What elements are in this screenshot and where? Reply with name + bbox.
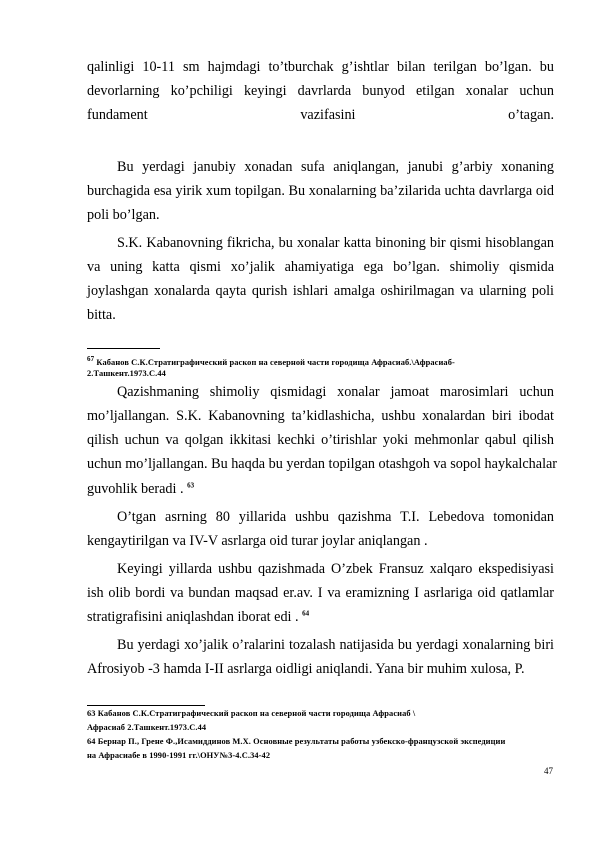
footnote-divider — [87, 705, 205, 706]
text-line: S.K. Kabanovning fikricha, bu xonalar katta binoning bir qismi hisoblangan — [117, 235, 554, 251]
text-line: guvohlik beradi . $^{63}$ — [87, 481, 195, 497]
text-line: qilish uchun va qolgan ikkitasi kechki o’tirishlar yoki mehmonlar qabul qilish — [87, 432, 554, 448]
footnote-divider — [87, 348, 160, 349]
footnote-ref: 64 — [302, 609, 310, 618]
text-line: Keyingi yillarda ushbu qazishmada O’zbek Fransuz xalqaro ekspedisiyasi — [117, 561, 554, 577]
text-line: uchun mo’ljallangan. Bu haqda bu yerdan topilgan otashgoh va sopol haykalchalar — [87, 456, 558, 472]
text-line: Bu yerdagi janubiy xonadan sufa aniqlangan, janubi g’arbiy xonaning — [117, 159, 554, 175]
text-line: joylashgan xonalarda qayta qurish ishlari amalga oshirilmagan va ularning poli — [87, 283, 554, 299]
footnote: $^{67}$ Кабанов С.К.Стратиграфический раскоп на северной части городища Афрасиаб.\Афрасиаб- — [87, 355, 455, 367]
text-line: poli bo’lgan. — [87, 207, 160, 223]
text-line — [87, 131, 554, 149]
text-line: O’tgan asrning 80 yillarida ushbu qazishma T.I. Lebedova tomonidan — [117, 509, 554, 525]
footnote: 63 Кабанов С.К.Стратиграфический раскоп на северной части городища Афрасиаб \ — [87, 709, 416, 718]
footnote: 64 Бернар П., Грене Ф.,Исамиддинов М.Х. Основные результаты работы узбекско-французской экспедиции — [87, 737, 506, 746]
text-line: stratigrafisini aniqlashdan iborat edi . $^{64}$ — [87, 609, 310, 625]
text-line: fundament vazifasini o’tagan. — [87, 107, 554, 123]
footnote: на Афрасиабе в 1990-1991 гг.\ОНУ№3-4.С.34-42 — [87, 751, 271, 760]
text-line: Bu yerdagi xo’jalik o’ralarini tozalash natijasida bu yerdagi xonalarning biri — [117, 637, 554, 653]
text-line: mo’ljallangan. S.K. Kabanovning ta’kidlashicha, ushbu xonalardan biri ibodat — [87, 408, 554, 424]
text-line: Qazishmaning shimoliy qismidagi xonalar jamoat marosimlari uchun — [117, 384, 554, 400]
footnote-ref: 63 — [187, 481, 195, 490]
text-line: ish olib bordi va bundan maqsad er.av. I va eramizning I asrlariga oid qatlamlar — [87, 585, 554, 601]
text-line: qalinligi 10-11 sm hajmdagi to’tburchak g’ishtlar bilan terilgan bo’lgan. bu — [87, 59, 554, 75]
text-line: bitta. — [87, 307, 116, 323]
text-line: burchagida esa yirik xum topilgan. Bu xonalarning ba’zilarida uchta davrlarga oid — [87, 183, 554, 199]
page-number: 47 — [544, 766, 553, 776]
footnote: Афрасиаб 2.Ташкент.1973.С.44 — [87, 723, 207, 732]
text-line: Afrosiyob -3 hamda I-II asrlarga oidligi aniqlandi. Yana bir muhim xulosa, P. — [87, 661, 525, 677]
text-line: kengaytirilgan va IV-V asrlarga oid turar joylar aniqlangan . — [87, 533, 428, 549]
text-line: devorlarning ko’pchiligi keyingi davrlarda bunyod etilgan xonalar uchun — [87, 83, 554, 99]
footnote: 2.Ташкент.1973.С.44 — [87, 369, 166, 378]
text-line: va uning katta qismi xo’jalik ahamiyatiga ega bo’lgan. shimoliy qismida — [87, 259, 554, 275]
